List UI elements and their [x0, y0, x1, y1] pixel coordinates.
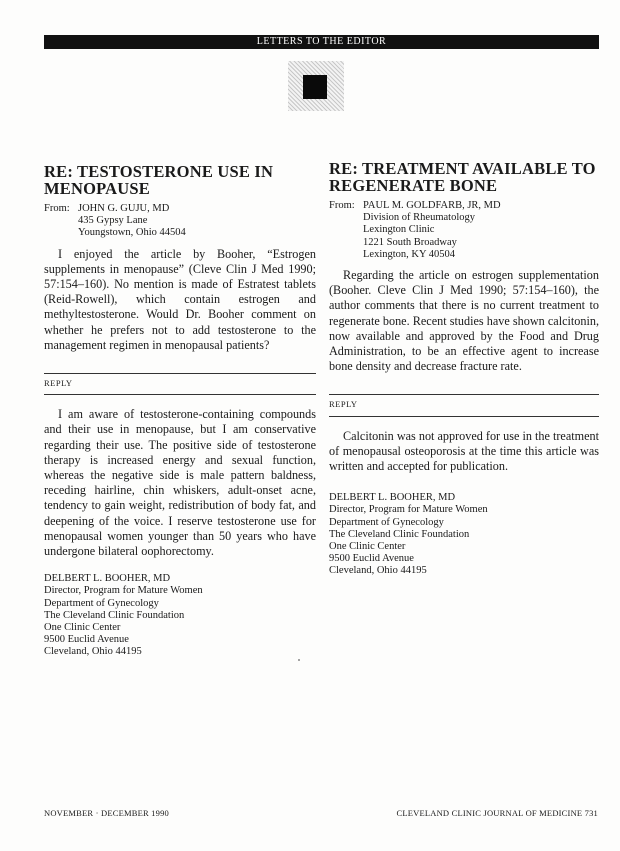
signature-line: One Clinic Center — [44, 622, 121, 634]
author-address: Lexington, KY 40504 — [363, 248, 456, 260]
letter-right-body: Regarding the article on estrogen supplementation (Booher. Cleve Clin J Med 1990; 57:154–160), the author comments that there is no current treatment to regenerate bone. Recent studies have shown calcitonin, now available and approved by the Food and Drug Administration, to be an effective agent to increase bone density and decrease fracture rate. — [329, 268, 599, 374]
from-label: From: — [329, 200, 355, 211]
signature-line: Department of Gynecology — [44, 597, 159, 609]
divider — [44, 391, 316, 395]
title-line: REGENERATE BONE — [329, 176, 498, 195]
letter-left — [44, 163, 316, 659]
reply-label: REPLY — [329, 399, 358, 410]
letter-right-title — [329, 160, 599, 194]
author-address: 435 Gypsy Lane — [78, 215, 148, 227]
logo-square — [303, 75, 327, 99]
signature-line: DELBERT L. BOOHER, MD — [329, 492, 456, 504]
divider — [329, 394, 599, 395]
letter-left-body: I enjoyed the article by Booher, “Estrogen supplements in menopause” (Cleve Clin J Med 1990; 57:154–160). No mention is made of Estratest tablets (Reid-Rowell), which contain estrogen and methyltestosterone. Would Dr. Booher comment on whether he prefers not to add testosterone to the management regimen in menopausal patients? — [44, 246, 316, 352]
section-header — [44, 35, 599, 49]
reply-right-body: Calcitonin was not approved for use in the treatment of menopausal osteoporosis at the time this article was written and accepted for publication. — [329, 428, 599, 474]
author-address: Youngstown, Ohio 44504 — [78, 227, 186, 239]
signature-line: One Clinic Center — [329, 541, 406, 553]
stray-mark — [298, 659, 300, 661]
author-address: 1221 South Broadway — [363, 236, 457, 248]
signature-line: The Cleveland Clinic Foundation — [44, 609, 185, 621]
signature-line: Cleveland, Ohio 44195 — [44, 646, 142, 658]
divider — [44, 373, 316, 374]
signature-line: Cleveland, Ohio 44195 — [329, 565, 427, 577]
title-line: RE: TESTOSTERONE USE IN — [44, 162, 274, 181]
journal-logo — [288, 61, 344, 111]
letter-left-from — [44, 203, 316, 240]
reply-left-signature — [44, 573, 316, 658]
divider — [329, 413, 599, 417]
author-name: PAUL M. GOLDFARB, JR, MD — [363, 200, 501, 211]
from-label: From: — [44, 203, 70, 214]
author-name: JOHN G. GUJU, MD — [78, 203, 170, 214]
letter-left-title — [44, 163, 316, 197]
reply-right-signature — [329, 492, 599, 577]
reply-left-body: I am aware of testosterone-containing compounds and their use in menopause, but I am conservative regarding their use. The positive side of testosterone therapy is increased energy and sexual function, whereas the negative side is male pattern baldness, receding hairline, chin whiskers, adult-onset acne, tendency to gain weight, redistribution of body fat, and deepening of the voice. I reserve testosterone use for menopausal women younger than 50 years who have undergone bilateral oophorectomy. — [44, 407, 316, 559]
letter-right — [329, 160, 599, 578]
signature-line: Department of Gynecology — [329, 516, 444, 528]
author-address: Division of Rheumatology — [363, 212, 475, 224]
signature-line: 9500 Euclid Avenue — [44, 634, 129, 646]
section-title: LETTERS TO THE EDITOR — [256, 36, 387, 47]
signature-line: Director, Program for Mature Women — [329, 504, 488, 516]
footer-journal: CLEVELAND CLINIC JOURNAL OF MEDICINE 731 — [396, 808, 598, 818]
title-line: RE: TREATMENT AVAILABLE TO — [329, 159, 596, 178]
signature-line: The Cleveland Clinic Foundation — [329, 528, 470, 540]
title-line: MENOPAUSE — [44, 179, 150, 198]
letter-right-from — [329, 200, 599, 261]
signature-line: Director, Program for Mature Women — [44, 585, 203, 597]
signature-line: DELBERT L. BOOHER, MD — [44, 573, 171, 585]
author-address: Lexington Clinic — [363, 224, 435, 236]
footer-date: NOVEMBER · DECEMBER 1990 — [44, 808, 169, 818]
signature-line: 9500 Euclid Avenue — [329, 553, 414, 565]
reply-label: REPLY — [44, 378, 73, 389]
